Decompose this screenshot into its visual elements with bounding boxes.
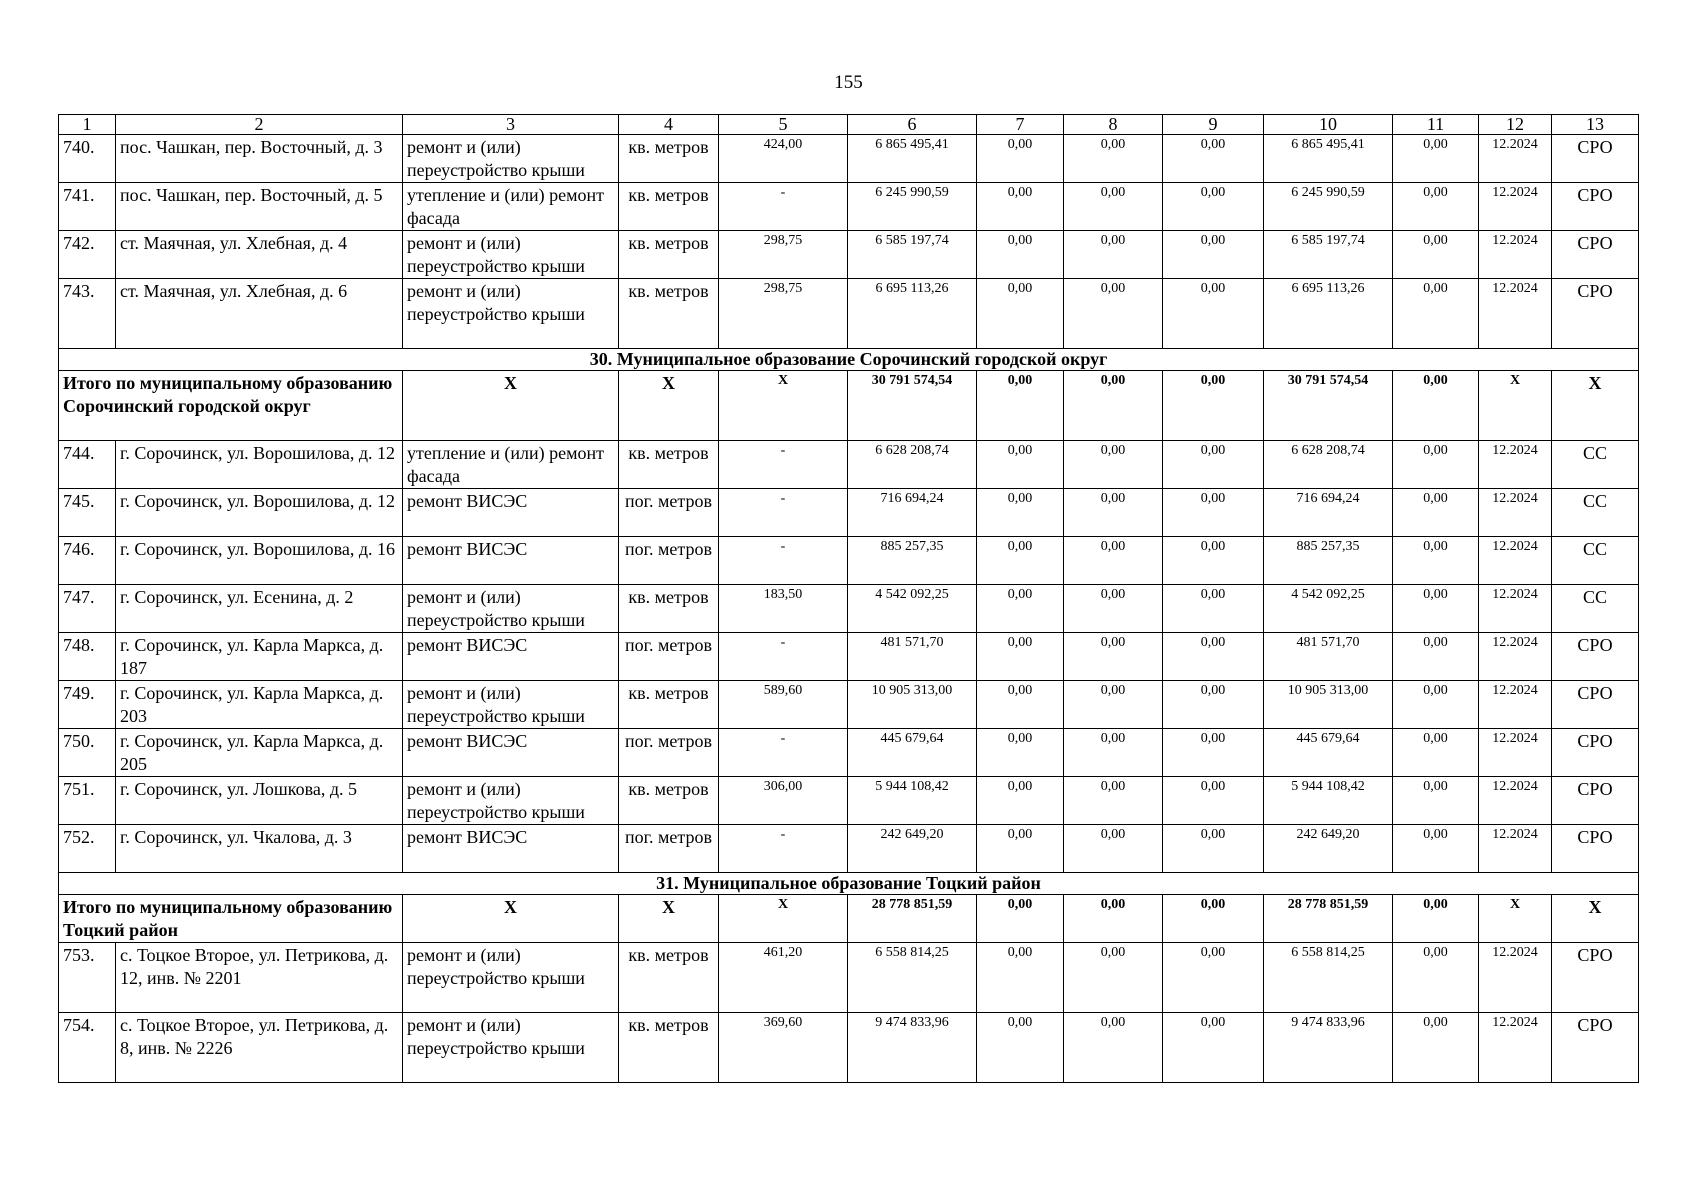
work-type-cell: ремонт ВИСЭС	[403, 489, 619, 537]
unit-cell: кв. метров	[619, 585, 719, 633]
unit-cell: пог. метров	[619, 633, 719, 681]
section-row	[59, 873, 1639, 895]
row-number: 752.	[59, 825, 116, 873]
value-c7: 0,00	[977, 729, 1064, 777]
value-c7: 0,00	[977, 777, 1064, 825]
contractor-cell: СРО	[1552, 231, 1639, 279]
value-c7: 0,00	[977, 537, 1064, 585]
column-number-cell: 6	[848, 115, 977, 135]
address-cell: г. Сорочинск, ул. Карла Маркса, д. 187	[116, 633, 403, 681]
work-type-cell: ремонт ВИСЭС	[403, 825, 619, 873]
value-c8: 0,00	[1064, 633, 1163, 681]
value-c6: 6 695 113,26	[848, 279, 977, 349]
value-c6: 716 694,24	[848, 489, 977, 537]
value-c5: 369,60	[719, 1013, 848, 1083]
value-c5: 461,20	[719, 943, 848, 1013]
unit-cell: кв. метров	[619, 231, 719, 279]
value-c10: 242 649,20	[1264, 825, 1393, 873]
value-c10: 6 865 495,41	[1264, 135, 1393, 183]
address-cell: г. Сорочинск, ул. Чкалова, д. 3	[116, 825, 403, 873]
value-c6: 481 571,70	[848, 633, 977, 681]
value-c12: 12.2024	[1479, 1013, 1552, 1083]
value-c8: 0,00	[1064, 681, 1163, 729]
page-number: 155	[834, 72, 863, 93]
value-c6: 6 558 814,25	[848, 943, 977, 1013]
row-number: 741.	[59, 183, 116, 231]
value-c7: 0,00	[977, 231, 1064, 279]
total-c4: Х	[619, 371, 719, 441]
value-c8: 0,00	[1064, 943, 1163, 1013]
work-type-cell: ремонт ВИСЭС	[403, 537, 619, 585]
value-c12: 12.2024	[1479, 777, 1552, 825]
value-c10: 6 628 208,74	[1264, 441, 1393, 489]
row-number: 749.	[59, 681, 116, 729]
value-c9: 0,00	[1163, 231, 1264, 279]
row-number: 751.	[59, 777, 116, 825]
contractor-cell: СС	[1552, 441, 1639, 489]
value-c11: 0,00	[1393, 231, 1479, 279]
table-row	[59, 441, 1639, 489]
row-number: 748.	[59, 633, 116, 681]
value-c8: 0,00	[1064, 825, 1163, 873]
table-row	[59, 537, 1639, 585]
value-c11: 0,00	[1393, 183, 1479, 231]
value-c10: 10 905 313,00	[1264, 681, 1393, 729]
value-c10: 481 571,70	[1264, 633, 1393, 681]
value-c6: 885 257,35	[848, 537, 977, 585]
section-row	[59, 349, 1639, 371]
total-c11: 0,00	[1393, 895, 1479, 943]
column-number-cell: 4	[619, 115, 719, 135]
address-cell: ст. Маячная, ул. Хлебная, д. 6	[116, 279, 403, 349]
value-c11: 0,00	[1393, 1013, 1479, 1083]
column-number-cell: 5	[719, 115, 848, 135]
row-number: 740.	[59, 135, 116, 183]
row-number: 745.	[59, 489, 116, 537]
address-cell: г. Сорочинск, ул. Карла Маркса, д. 203	[116, 681, 403, 729]
total-row	[59, 371, 1639, 441]
column-number-cell: 2	[116, 115, 403, 135]
value-c11: 0,00	[1393, 537, 1479, 585]
value-c8: 0,00	[1064, 279, 1163, 349]
address-cell: г. Сорочинск, ул. Есенина, д. 2	[116, 585, 403, 633]
total-c13: Х	[1552, 371, 1639, 441]
address-cell: г. Сорочинск, ул. Лошкова, д. 5	[116, 777, 403, 825]
value-c9: 0,00	[1163, 729, 1264, 777]
unit-cell: кв. метров	[619, 681, 719, 729]
value-c10: 6 558 814,25	[1264, 943, 1393, 1013]
total-c6: 28 778 851,59	[848, 895, 977, 943]
address-cell: г. Сорочинск, ул. Ворошилова, д. 12	[116, 489, 403, 537]
contractor-cell: СРО	[1552, 681, 1639, 729]
total-c10: 28 778 851,59	[1264, 895, 1393, 943]
work-type-cell: ремонт и (или) переустройство крыши	[403, 681, 619, 729]
value-c5: 298,75	[719, 231, 848, 279]
contractor-cell: СС	[1552, 537, 1639, 585]
work-type-cell: ремонт и (или) переустройство крыши	[403, 1013, 619, 1083]
value-c6: 5 944 108,42	[848, 777, 977, 825]
value-c9: 0,00	[1163, 777, 1264, 825]
value-c9: 0,00	[1163, 633, 1264, 681]
address-cell: с. Тоцкое Второе, ул. Петрикова, д. 12, инв. № 2201	[116, 943, 403, 1013]
value-c9: 0,00	[1163, 943, 1264, 1013]
unit-cell: кв. метров	[619, 279, 719, 349]
contractor-cell: СРО	[1552, 1013, 1639, 1083]
address-cell: пос. Чашкан, пер. Восточный, д. 3	[116, 135, 403, 183]
work-type-cell: утепление и (или) ремонт фасада	[403, 441, 619, 489]
value-c8: 0,00	[1064, 135, 1163, 183]
row-number: 754.	[59, 1013, 116, 1083]
value-c7: 0,00	[977, 585, 1064, 633]
work-type-cell: утепление и (или) ремонт фасада	[403, 183, 619, 231]
table-row	[59, 135, 1639, 183]
total-label: Итого по муниципальному образованию Тоцкий район	[59, 895, 403, 943]
value-c11: 0,00	[1393, 943, 1479, 1013]
value-c7: 0,00	[977, 633, 1064, 681]
row-number: 742.	[59, 231, 116, 279]
unit-cell: пог. метров	[619, 729, 719, 777]
value-c9: 0,00	[1163, 585, 1264, 633]
address-cell: г. Сорочинск, ул. Ворошилова, д. 12	[116, 441, 403, 489]
total-c5: Х	[719, 371, 848, 441]
contractor-cell: СС	[1552, 585, 1639, 633]
work-type-cell: ремонт и (или) переустройство крыши	[403, 943, 619, 1013]
value-c7: 0,00	[977, 135, 1064, 183]
work-type-cell: ремонт и (или) переустройство крыши	[403, 585, 619, 633]
value-c9: 0,00	[1163, 825, 1264, 873]
total-c12: Х	[1479, 371, 1552, 441]
value-c7: 0,00	[977, 1013, 1064, 1083]
unit-cell: пог. метров	[619, 489, 719, 537]
value-c9: 0,00	[1163, 1013, 1264, 1083]
value-c5: -	[719, 183, 848, 231]
value-c11: 0,00	[1393, 489, 1479, 537]
value-c6: 6 585 197,74	[848, 231, 977, 279]
unit-cell: кв. метров	[619, 1013, 719, 1083]
value-c12: 12.2024	[1479, 135, 1552, 183]
unit-cell: пог. метров	[619, 537, 719, 585]
value-c6: 6 865 495,41	[848, 135, 977, 183]
table-row	[59, 1013, 1639, 1083]
value-c11: 0,00	[1393, 729, 1479, 777]
value-c8: 0,00	[1064, 183, 1163, 231]
value-c11: 0,00	[1393, 825, 1479, 873]
value-c12: 12.2024	[1479, 585, 1552, 633]
work-type-cell: ремонт и (или) переустройство крыши	[403, 279, 619, 349]
contractor-cell: СРО	[1552, 825, 1639, 873]
row-number: 747.	[59, 585, 116, 633]
capital-repair-table	[58, 114, 1639, 1083]
value-c5: -	[719, 537, 848, 585]
contractor-cell: СРО	[1552, 729, 1639, 777]
value-c10: 6 585 197,74	[1264, 231, 1393, 279]
column-number-cell: 3	[403, 115, 619, 135]
column-number-row	[59, 115, 1639, 135]
row-number: 753.	[59, 943, 116, 1013]
total-c7: 0,00	[977, 371, 1064, 441]
value-c11: 0,00	[1393, 441, 1479, 489]
total-label: Итого по муниципальному образованию Сорочинский городской округ	[59, 371, 403, 441]
value-c7: 0,00	[977, 489, 1064, 537]
value-c8: 0,00	[1064, 537, 1163, 585]
value-c8: 0,00	[1064, 489, 1163, 537]
value-c10: 6 245 990,59	[1264, 183, 1393, 231]
section-title: 30. Муниципальное образование Сорочинский городской округ	[59, 349, 1639, 371]
total-c11: 0,00	[1393, 371, 1479, 441]
value-c8: 0,00	[1064, 1013, 1163, 1083]
value-c8: 0,00	[1064, 441, 1163, 489]
contractor-cell: СС	[1552, 489, 1639, 537]
total-c7: 0,00	[977, 895, 1064, 943]
column-number-cell: 1	[59, 115, 116, 135]
value-c7: 0,00	[977, 943, 1064, 1013]
value-c7: 0,00	[977, 681, 1064, 729]
contractor-cell: СРО	[1552, 943, 1639, 1013]
column-number-cell: 10	[1264, 115, 1393, 135]
table-row	[59, 279, 1639, 349]
column-number-cell: 9	[1163, 115, 1264, 135]
value-c10: 6 695 113,26	[1264, 279, 1393, 349]
value-c10: 885 257,35	[1264, 537, 1393, 585]
value-c6: 9 474 833,96	[848, 1013, 977, 1083]
work-type-cell: ремонт и (или) переустройство крыши	[403, 231, 619, 279]
unit-cell: кв. метров	[619, 183, 719, 231]
value-c7: 0,00	[977, 183, 1064, 231]
value-c9: 0,00	[1163, 279, 1264, 349]
address-cell: г. Сорочинск, ул. Ворошилова, д. 16	[116, 537, 403, 585]
value-c9: 0,00	[1163, 537, 1264, 585]
value-c12: 12.2024	[1479, 681, 1552, 729]
table-row	[59, 681, 1639, 729]
total-row	[59, 895, 1639, 943]
table-row	[59, 825, 1639, 873]
value-c12: 12.2024	[1479, 825, 1552, 873]
table-row	[59, 489, 1639, 537]
work-type-cell: ремонт и (или) переустройство крыши	[403, 135, 619, 183]
value-c6: 445 679,64	[848, 729, 977, 777]
value-c7: 0,00	[977, 825, 1064, 873]
total-c8: 0,00	[1064, 371, 1163, 441]
value-c5: 183,50	[719, 585, 848, 633]
contractor-cell: СРО	[1552, 633, 1639, 681]
table-row	[59, 585, 1639, 633]
value-c5: -	[719, 441, 848, 489]
total-c9: 0,00	[1163, 895, 1264, 943]
value-c5: 424,00	[719, 135, 848, 183]
value-c10: 445 679,64	[1264, 729, 1393, 777]
total-c13: Х	[1552, 895, 1639, 943]
work-type-cell: ремонт и (или) переустройство крыши	[403, 777, 619, 825]
value-c5: 298,75	[719, 279, 848, 349]
value-c12: 12.2024	[1479, 231, 1552, 279]
table-row	[59, 777, 1639, 825]
work-type-cell: ремонт ВИСЭС	[403, 729, 619, 777]
value-c6: 6 628 208,74	[848, 441, 977, 489]
total-c3: Х	[403, 895, 619, 943]
value-c12: 12.2024	[1479, 537, 1552, 585]
total-c5: Х	[719, 895, 848, 943]
contractor-cell: СРО	[1552, 135, 1639, 183]
table-row	[59, 633, 1639, 681]
value-c12: 12.2024	[1479, 279, 1552, 349]
value-c8: 0,00	[1064, 231, 1163, 279]
value-c11: 0,00	[1393, 681, 1479, 729]
value-c6: 6 245 990,59	[848, 183, 977, 231]
column-number-cell: 12	[1479, 115, 1552, 135]
value-c5: -	[719, 825, 848, 873]
unit-cell: кв. метров	[619, 441, 719, 489]
value-c11: 0,00	[1393, 585, 1479, 633]
total-c12: Х	[1479, 895, 1552, 943]
row-number: 750.	[59, 729, 116, 777]
value-c5: 306,00	[719, 777, 848, 825]
value-c6: 10 905 313,00	[848, 681, 977, 729]
value-c5: -	[719, 633, 848, 681]
unit-cell: кв. метров	[619, 777, 719, 825]
value-c12: 12.2024	[1479, 183, 1552, 231]
value-c6: 242 649,20	[848, 825, 977, 873]
total-c6: 30 791 574,54	[848, 371, 977, 441]
section-title: 31. Муниципальное образование Тоцкий район	[59, 873, 1639, 895]
value-c12: 12.2024	[1479, 441, 1552, 489]
address-cell: ст. Маячная, ул. Хлебная, д. 4	[116, 231, 403, 279]
value-c11: 0,00	[1393, 135, 1479, 183]
total-c9: 0,00	[1163, 371, 1264, 441]
value-c11: 0,00	[1393, 777, 1479, 825]
contractor-cell: СРО	[1552, 183, 1639, 231]
value-c5: -	[719, 729, 848, 777]
value-c6: 4 542 092,25	[848, 585, 977, 633]
address-cell: с. Тоцкое Второе, ул. Петрикова, д. 8, инв. № 2226	[116, 1013, 403, 1083]
value-c8: 0,00	[1064, 729, 1163, 777]
column-number-cell: 8	[1064, 115, 1163, 135]
value-c9: 0,00	[1163, 489, 1264, 537]
work-type-cell: ремонт ВИСЭС	[403, 633, 619, 681]
contractor-cell: СРО	[1552, 777, 1639, 825]
contractor-cell: СРО	[1552, 279, 1639, 349]
value-c10: 9 474 833,96	[1264, 1013, 1393, 1083]
row-number: 743.	[59, 279, 116, 349]
row-number: 746.	[59, 537, 116, 585]
value-c9: 0,00	[1163, 135, 1264, 183]
value-c10: 4 542 092,25	[1264, 585, 1393, 633]
total-c3: Х	[403, 371, 619, 441]
total-c4: Х	[619, 895, 719, 943]
value-c7: 0,00	[977, 279, 1064, 349]
table-row	[59, 729, 1639, 777]
column-number-cell: 7	[977, 115, 1064, 135]
value-c10: 716 694,24	[1264, 489, 1393, 537]
value-c12: 12.2024	[1479, 943, 1552, 1013]
column-number-cell: 11	[1393, 115, 1479, 135]
unit-cell: пог. метров	[619, 825, 719, 873]
total-c10: 30 791 574,54	[1264, 371, 1393, 441]
value-c5: -	[719, 489, 848, 537]
value-c12: 12.2024	[1479, 633, 1552, 681]
table-row	[59, 231, 1639, 279]
value-c9: 0,00	[1163, 183, 1264, 231]
value-c10: 5 944 108,42	[1264, 777, 1393, 825]
table-row	[59, 183, 1639, 231]
value-c9: 0,00	[1163, 681, 1264, 729]
address-cell: пос. Чашкан, пер. Восточный, д. 5	[116, 183, 403, 231]
address-cell: г. Сорочинск, ул. Карла Маркса, д. 205	[116, 729, 403, 777]
value-c5: 589,60	[719, 681, 848, 729]
total-c8: 0,00	[1064, 895, 1163, 943]
unit-cell: кв. метров	[619, 943, 719, 1013]
row-number: 744.	[59, 441, 116, 489]
column-number-cell: 13	[1552, 115, 1639, 135]
table-row	[59, 943, 1639, 1013]
value-c8: 0,00	[1064, 777, 1163, 825]
value-c8: 0,00	[1064, 585, 1163, 633]
value-c12: 12.2024	[1479, 489, 1552, 537]
value-c9: 0,00	[1163, 441, 1264, 489]
value-c7: 0,00	[977, 441, 1064, 489]
value-c12: 12.2024	[1479, 729, 1552, 777]
value-c11: 0,00	[1393, 279, 1479, 349]
value-c11: 0,00	[1393, 633, 1479, 681]
unit-cell: кв. метров	[619, 135, 719, 183]
